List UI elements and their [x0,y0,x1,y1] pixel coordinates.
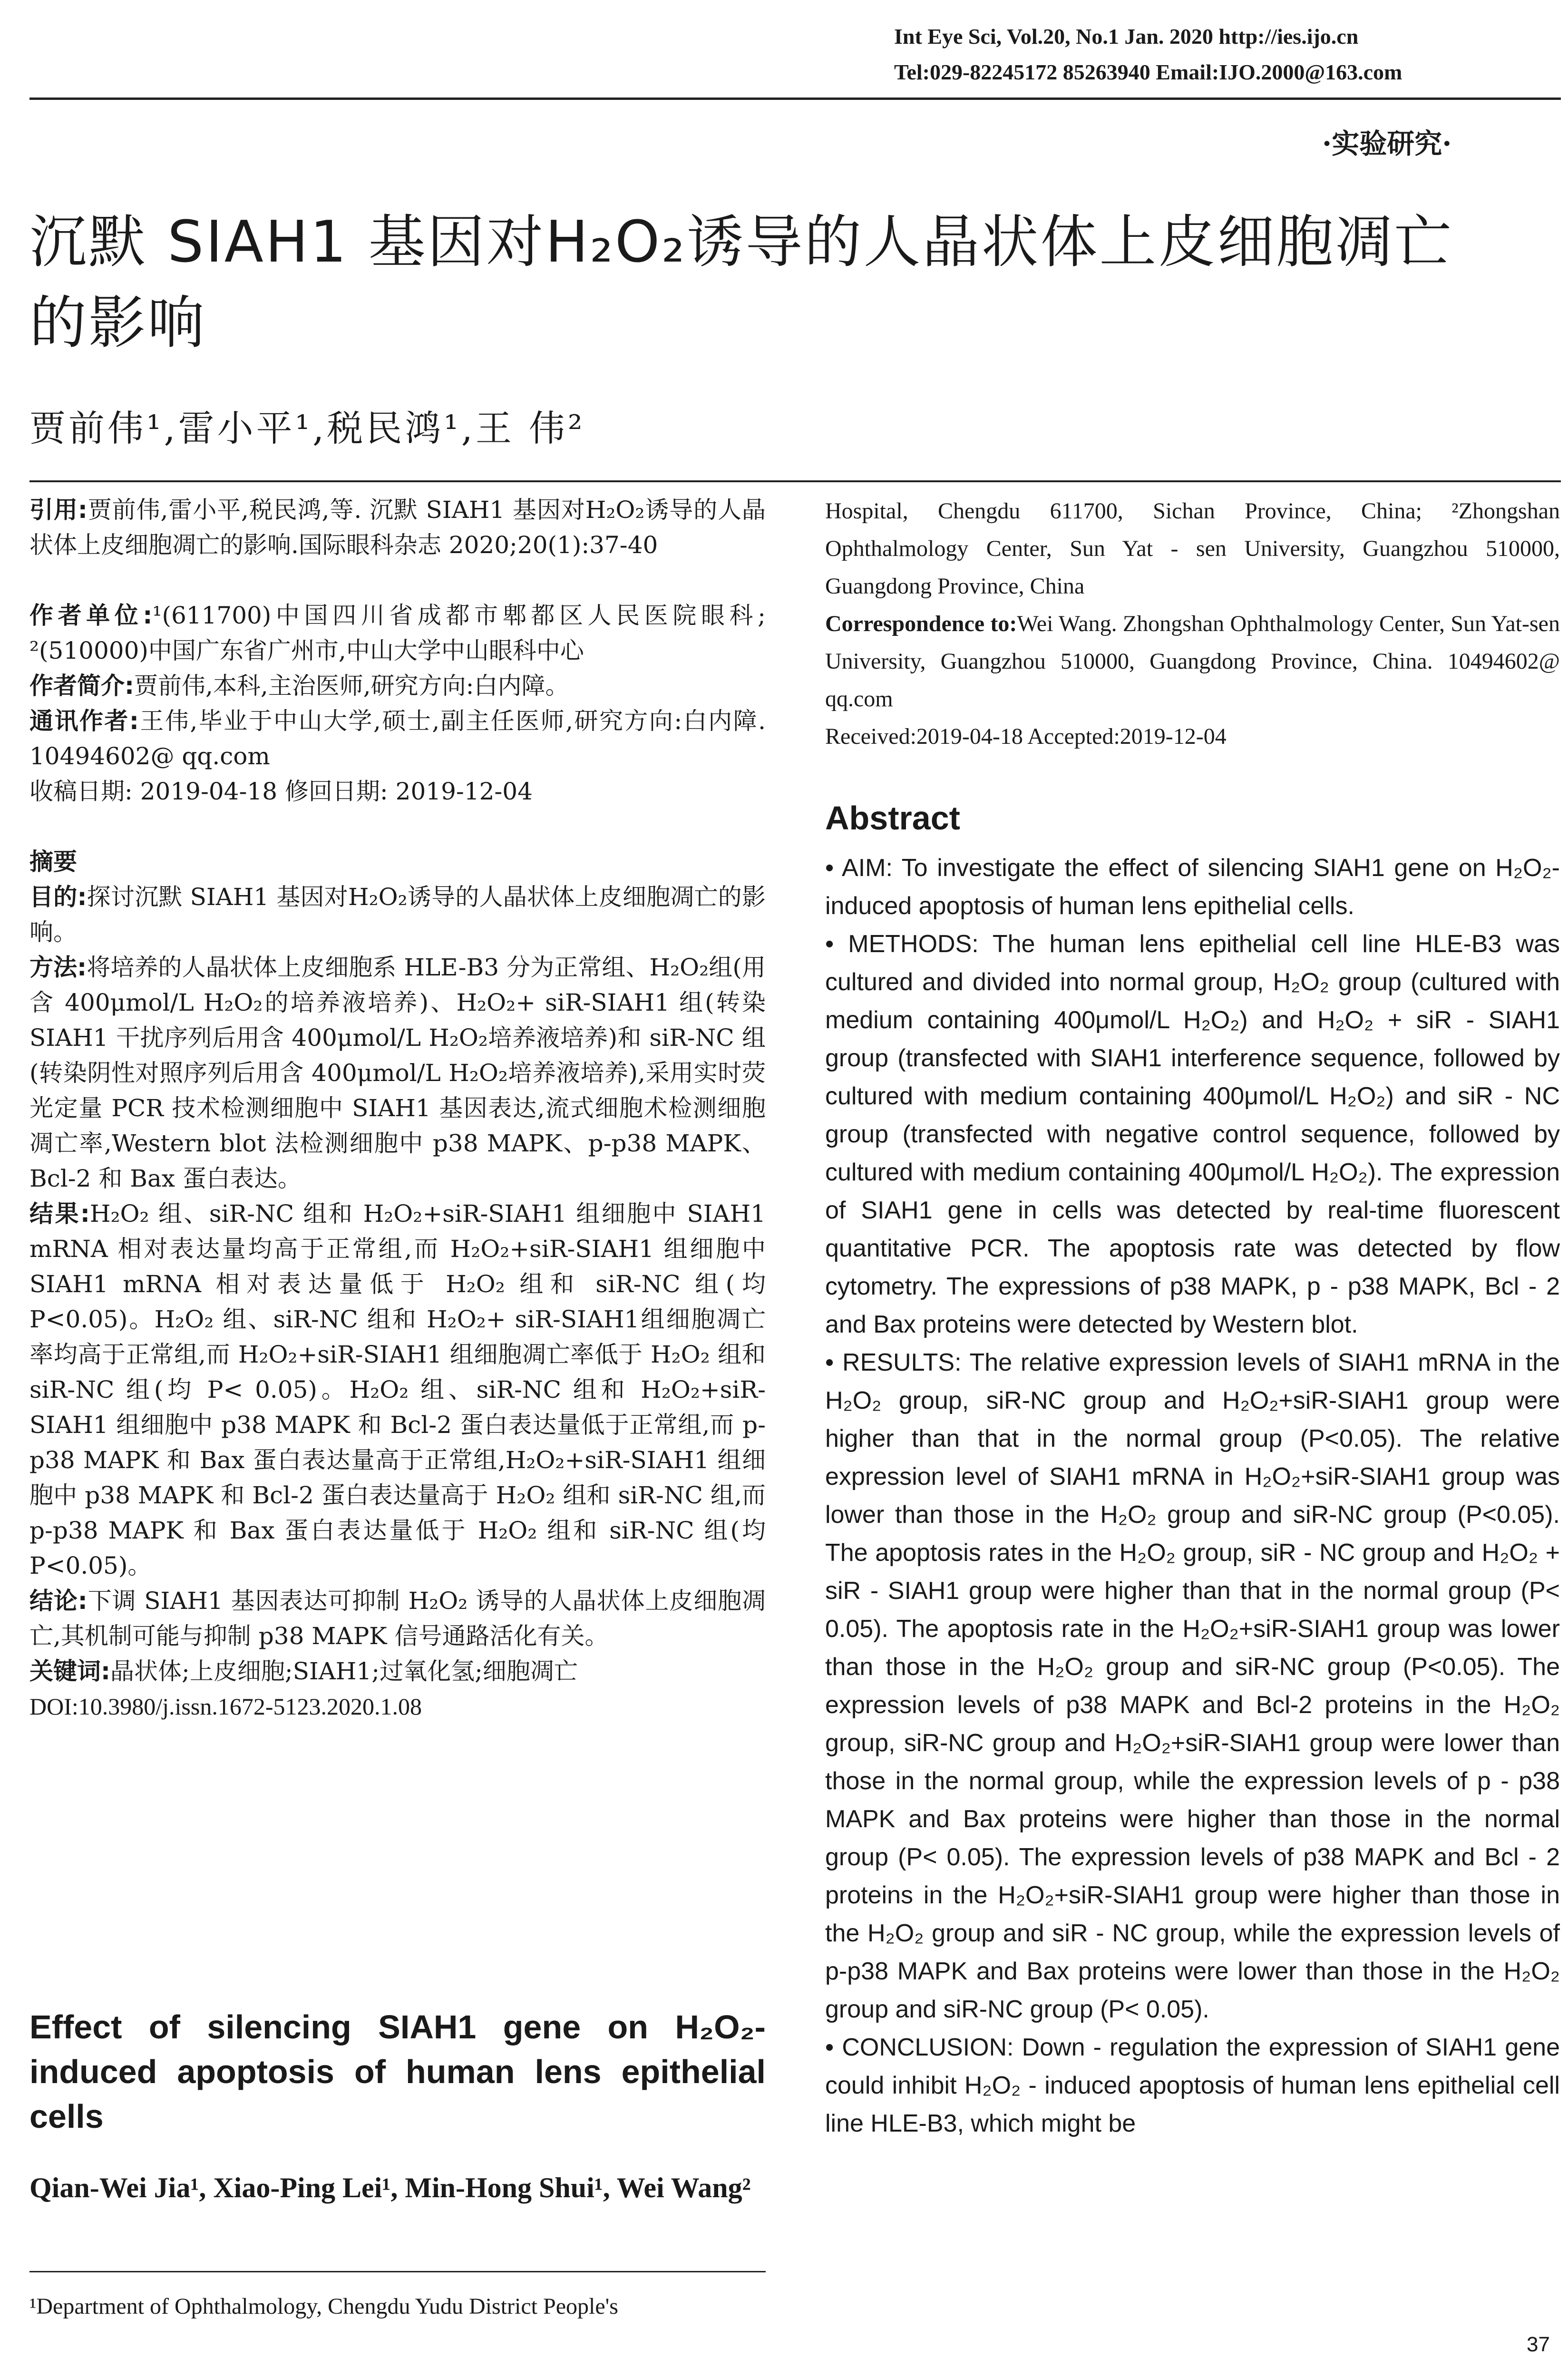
citation-text: 贾前伟,雷小平,税民鸿,等. 沉默 SIAH1 基因对H₂O₂诱导的人晶状体上皮细胞凋亡的影响.国际眼科杂志 2020;20(1):37-40 [29,496,766,559]
page-title [29,202,1561,364]
results-label: 结果: [29,1200,90,1227]
left-column [29,492,766,1724]
abstract-body-en [825,849,1560,2143]
affiliation-en: Hospital, Chengdu 611700, Sichan Province, China; ²Zhongshan Ophthalmology Center, Sun Yat - sen University, Guangzhou 510000, Guangdong Province, China [825,498,1560,599]
correspondence-text: Wei Wang. Zhongshan Ophthalmology Center, Sun Yat-sen University, Guangzhou 510000, Guangdong Province, China. 10494602@ qq.com [825,611,1560,711]
methods-en: • METHODS: The human lens epithelial cell line HLE-B3 was cultured and divided into normal group, H₂O₂ group (cultured with medium containing 400μmol/L H₂O₂) and H₂O₂ + siR - SIAH1 group (transfected with SIAH1 interference sequence, followed by cultured with medium containing 400μmol/L H₂O₂) and siR - NC group (transfected with negative control sequence, followed by cultured with medium containing 400μmol/L H₂O₂). The expression of SIAH1 gene in cells was detected by real-time fluorescent quantitative PCR. The apoptosis rate was detected by flow cytometry. The expressions of p38 MAPK, p - p38 MAPK, Bcl - 2 and Bax proteins were detected by Western blot. [825,930,1560,1338]
journal-contact-line: Tel:029-82245172 85263940 Email:IJO.2000@163.com [894,60,1402,84]
header-rule [29,97,1561,100]
aim-label: AIM: [842,854,893,882]
authors-cn: 贾前伟¹,雷小平¹,税民鸿¹,王 伟² [29,407,585,449]
aim: • AIM: To investigate the effect of silencing SIAH1 gene on H₂O₂-induced apoptosis of human lens epithelial cells. [825,854,1560,920]
results-cn [29,1196,766,1583]
keywords [29,1654,766,1689]
citation-label: 引用: [29,496,88,524]
title-line-2: 的影响 [29,290,206,356]
correspondence [825,605,1560,718]
english-title: Effect of silencing SIAH1 gene on H₂O₂-induced apoptosis of human lens epithelial cells [29,2008,766,2135]
citation [29,492,766,563]
conclusion-en-text: Down - regulation the expression of SIAH1 gene could inhibit H₂O₂ - induced apoptosis of human lens epithelial cell line HLE-B3, which might be [825,2034,1560,2137]
conclusion-cn [29,1583,766,1654]
english-authors: Qian-Wei Jia¹, Xiao-Ping Lei¹, Min-Hong Shui¹, Wei Wang² [29,2172,751,2203]
page-number: 37 [1527,2333,1550,2356]
results-en-text: The relative expression levels of SIAH1 mRNA in the H₂O₂ group, siR-NC group and H₂O₂+siR-SIAH1 group were higher than that in the normal group (P<0.05). The relative expression level of SIAH1 mRNA in H₂O₂+siR-SIAH1 group was lower than those in the H₂O₂ group and siR-NC group (P<0.05). The apoptosis rates in the H₂O₂ group, siR - NC group and H₂O₂ + siR - SIAH1 group were higher than that in the normal group (P< 0.05). The apoptosis rate in the H₂O₂+siR-SIAH1 group was lower than those in the H₂O₂ group and siR-NC group (P<0.05). The expression levels of p38 MAPK and Bcl-2 proteins in the H₂O₂ group, siR-NC group and H₂O₂+siR-SIAH1 group were lower than those in the normal group, while the expression levels of p - p38 MAPK and Bax proteins were higher than those in the normal group (P< 0.05). The expression levels of p38 MAPK and Bcl - 2 proteins in the H₂O₂+siR-SIAH1 group were higher than those in the H₂O₂ group and siR - NC group, while the expression levels of p-p38 MAPK and Bax proteins were lower than those in the H₂O₂ group and siR-NC group (P< 0.05). [825,1349,1560,2023]
methods-text: 将培养的人晶状体上皮细胞系 HLE-B3 分为正常组、H₂O₂组(用含 400μmol/L H₂O₂的培养液培养)、H₂O₂+ siR-SIAH1 组(转染 SIAH1 干扰序列后用含 400μmol/L H₂O₂培养液培养)和 siR-NC 组(转染阴性对照序列后用含 400μmol/L H₂O₂培养液培养),采用实时荧光定量 PCR 技术检测细胞中 SIAH1 基因表达,流式细胞术检测细胞凋亡率,Western blot 法检测细胞中 p38 MAPK、p-p38 MAPK、Bcl-2 和 Bax 蛋白表达。 [29,954,766,1192]
results-en-label: RESULTS: [842,1349,962,1376]
footnote-rule [29,2271,766,2272]
section-tag: ·实验研究· [1322,127,1452,160]
conclusion-label: 结论: [29,1587,88,1615]
affiliation-cn [29,598,766,668]
conclusion-en: • CONCLUSION: Down - regulation the expression of SIAH1 gene could inhibit H₂O₂ - induced apoptosis of human lens epithelial cell line HLE-B3, which might be [825,2034,1560,2137]
methods-en-label: METHODS: [848,930,979,958]
right-meta [825,492,1560,755]
affiliation-label: 作者单位: [29,602,153,629]
profile-label: 作者简介: [29,672,134,700]
abstract-heading-cn: 摘要 [29,848,77,876]
objective [29,879,766,950]
affiliation-text: ¹(611700)中国四川省成都市郫都区人民医院眼科; ²(510000)中国广东省广州市,中山大学中山眼科中心 [29,602,766,664]
objective-text: 探讨沉默 SIAH1 基因对H₂O₂诱导的人晶状体上皮细胞凋亡的影响。 [29,883,766,946]
methods-en-text: The human lens epithelial cell line HLE-B3 was cultured and divided into normal group, H₂O₂ group (cultured with medium containing 400μmol/L H₂O₂) and H₂O₂ + siR - SIAH1 group (transfected with SIAH1 interference sequence, followed by cultured with medium containing 400μmol/L H₂O₂) and siR - NC group (transfected with negative control sequence, followed by cultured with medium containing 400μmol/L H₂O₂). The expression of SIAH1 gene in cells was detected by real-time fluorescent quantitative PCR. The apoptosis rate was detected by flow cytometry. The expressions of p38 MAPK, p - p38 MAPK, Bcl - 2 and Bax proteins were detected by Western blot. [825,930,1560,1338]
aim-text: To investigate the effect of silencing SIAH1 gene on H₂O₂-induced apoptosis of human lens epithelial cells. [825,854,1560,920]
corresponding-label: 通讯作者: [29,707,139,735]
footnote: ¹Department of Ophthalmology, Chengdu Yudu District People's [29,2294,618,2319]
received-accepted: Received:2019-04-18 Accepted:2019-12-04 [825,724,1227,749]
title-rule [29,480,1561,482]
methods-label: 方法: [29,954,87,981]
profile-text: 贾前伟,本科,主治医师,研究方向:白内障。 [134,672,569,700]
corresponding-text: 王伟,毕业于中山大学,硕士,副主任医师,研究方向:白内障. 10494602@ qq.com [29,707,766,770]
objective-label: 目的: [29,883,87,911]
dates-cn: 收稿日期: 2019-04-18 修回日期: 2019-12-04 [29,778,533,805]
doi: DOI:10.3980/j.issn.1672-5123.2020.1.08 [29,1693,422,1720]
journal-info-line: Int Eye Sci, Vol.20, No.1 Jan. 2020 http://ies.ijo.cn [894,24,1359,49]
keywords-label: 关键词: [29,1657,110,1685]
results-en: • RESULTS: The relative expression levels of SIAH1 mRNA in the H₂O₂ group, siR-NC group and H₂O₂+siR-SIAH1 group were higher than that in the normal group (P<0.05). The relative expression level of SIAH1 mRNA in H₂O₂+siR-SIAH1 group was lower than those in the H₂O₂ group and siR-NC group (P<0.05). The apoptosis rates in the H₂O₂ group, siR - NC group and H₂O₂ + siR - SIAH1 group were higher than that in the normal group (P< 0.05). The apoptosis rate in the H₂O₂+siR-SIAH1 group was lower than those in the H₂O₂ group and siR-NC group (P<0.05). The expression levels of p38 MAPK and Bcl-2 proteins in the H₂O₂ group, siR-NC group and H₂O₂+siR-SIAH1 group were lower than those in the normal group, while the expression levels of p - p38 MAPK and Bax proteins were higher than those in the normal group (P< 0.05). The expression levels of p38 MAPK and Bcl - 2 proteins in the H₂O₂+siR-SIAH1 group were higher than those in the H₂O₂ group and siR - NC group, while the expression levels of p-p38 MAPK and Bax proteins were lower than those in the H₂O₂ group and siR-NC group (P< 0.05). [825,1349,1560,2023]
title-line-1: 沉默 SIAH1 基因对H₂O₂诱导的人晶状体上皮细胞凋亡 [29,209,1453,275]
conclusion-en-label: CONCLUSION: [842,2034,1014,2061]
author-profile [29,668,766,703]
abstract-heading-en: Abstract [825,799,960,837]
corresponding-author [29,703,766,774]
correspondence-label: Correspondence to: [825,611,1017,636]
keywords-text: 晶状体;上皮细胞;SIAH1;过氧化氢;细胞凋亡 [110,1657,578,1685]
methods-cn [29,950,766,1196]
results-text: H₂O₂ 组、siR-NC 组和 H₂O₂+siR-SIAH1 组细胞中 SIAH1 mRNA 相对表达量均高于正常组,而 H₂O₂+siR-SIAH1 组细胞中 SIAH1 mRNA 相对表达量低于 H₂O₂ 组和 siR-NC 组(均 P<0.05)。H₂O₂ 组、siR-NC 组和 H₂O₂+ siR-SIAH1组细胞凋亡率均高于正常组,而 H₂O₂+siR-SIAH1 组细胞凋亡率低于 H₂O₂ 组和 siR-NC 组(均 P< 0.05)。H₂O₂ 组、siR-NC 组和 H₂O₂+siR-SIAH1 组细胞中 p38 MAPK 和 Bcl-2 蛋白表达量低于正常组,而 p-p38 MAPK 和 Bax 蛋白表达量高于正常组,H₂O₂+siR-SIAH1 组细胞中 p38 MAPK 和 Bcl-2 蛋白表达量高于 H₂O₂ 组和 siR-NC 组,而 p-p38 MAPK 和 Bax 蛋白表达量低于 H₂O₂ 组和 siR-NC 组(均 P<0.05)。 [29,1200,766,1579]
conclusion-text: 下调 SIAH1 基因表达可抑制 H₂O₂ 诱导的人晶状体上皮细胞凋亡,其机制可能与抑制 p38 MAPK 信号通路活化有关。 [29,1587,766,1650]
